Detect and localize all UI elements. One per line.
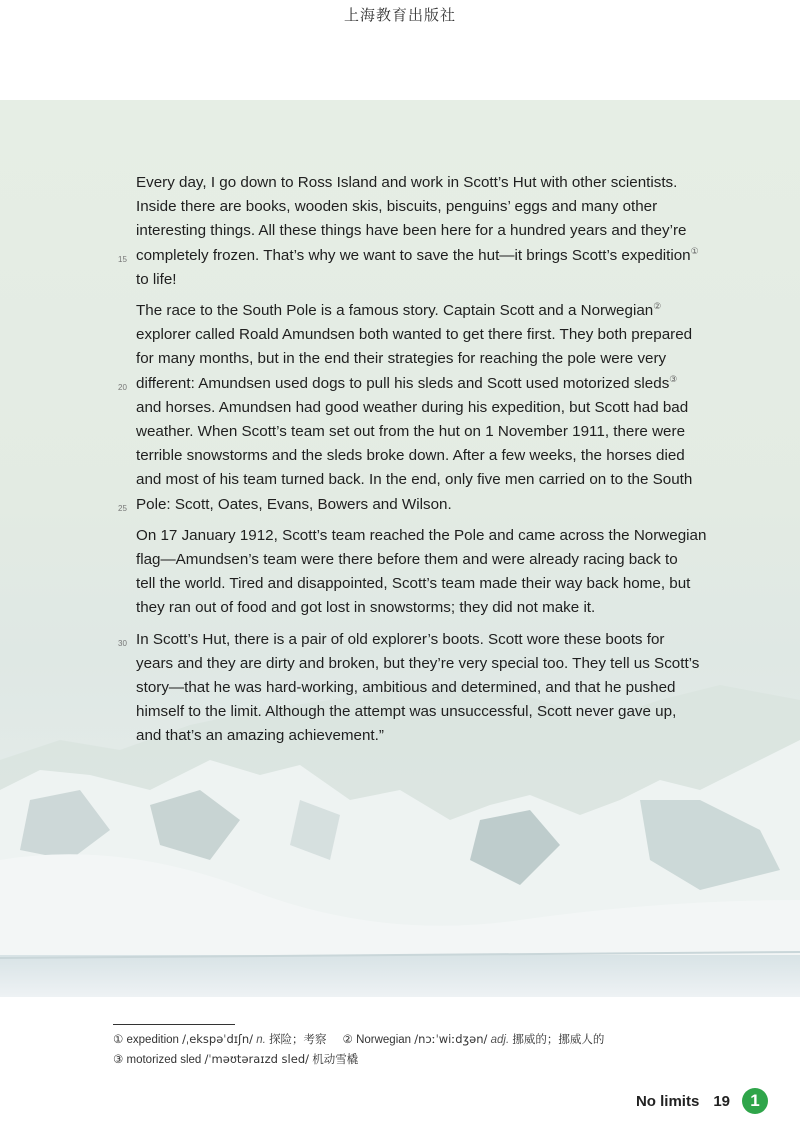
footnote-1-meaning: 探险；考察 [269,1032,327,1046]
footnote-divider [113,1024,235,1025]
text-line [136,219,708,243]
line-text: and most of his team turned back. In the end, only five men carried on to the South [136,471,693,489]
line-number: 15 [118,254,127,264]
line-text: tell the world. Tired and disappointed, Scott’s team made their way back home, but [136,575,691,593]
text-line [136,323,708,347]
line-text: Every day, I go down to Ross Island and work in Scott’s Hut with other scientists. [136,174,678,191]
footnote-3-meaning: 机动雪橇 [312,1052,359,1066]
text-line [136,676,708,700]
line-text: story—that he was hard-working, ambitious and determined, and that he pushed [136,679,676,697]
text-line [136,347,708,371]
text-line [136,268,708,292]
footnote-1-word: expedition [126,1034,179,1046]
line-text: to life! [136,270,177,288]
footnotes [113,1030,604,1070]
footnote-3-pron: /ˈməʊtəraɪzd sled/ [204,1052,309,1066]
line-number: 20 [118,382,127,392]
line-text: different: Amundsen used dogs to pull his sleds and Scott used motorized sleds [136,374,670,392]
text-line [136,299,708,323]
article-paragraph [118,171,708,292]
article-paragraph [118,299,708,517]
text-line [136,724,708,748]
text-line [136,700,708,724]
text-line [136,548,708,572]
line-text: In Scott’s Hut, there is a pair of old explorer’s boots. Scott wore these boots for [136,630,665,648]
text-line [136,420,708,444]
text-line [136,572,708,596]
line-text: completely frozen. That’s why we want to save the hut—it brings Scott’s expedition [136,246,691,264]
footnote-2-mark: ② [342,1034,353,1046]
unit-number-badge: 1 [742,1088,768,1114]
line-text: weather. When Scott’s team set out from the hut on 1 November 1911, there were [136,423,686,441]
line-text: The race to the South Pole is a famous story. Captain Scott and a Norwegian [136,302,654,320]
line-text: flag—Amundsen’s team were there before them and were already racing back to [136,551,678,569]
line-text: they ran out of food and got lost in snowstorms; they did not make it. [136,599,596,617]
text-line [118,628,708,652]
page-number: 19 [713,1092,730,1110]
text-line [136,171,708,195]
page-footer [636,1086,768,1116]
footnote-2-pron: /nɔːˈwiːdʒən/ [414,1032,488,1046]
line-text: himself to the limit. Although the attempt was unsuccessful, Scott never gave up, [136,703,677,721]
line-text: and that’s an amazing achievement.” [136,727,384,745]
footnote-2-meaning: 挪威的；挪威人的 [512,1032,605,1046]
article-paragraph [118,628,708,749]
footnote-1-pos: n. [256,1034,266,1046]
footnote-3-mark: ③ [113,1054,124,1066]
footnote-2-word: Norwegian [356,1034,412,1046]
line-text: interesting things. All these things have been here for a hundred years and they’re [136,222,687,240]
text-line [136,195,708,219]
publisher-header: 上海教育出版社 [343,6,456,24]
line-text: explorer called Roald Amundsen both wanted to get there first. They both prepared [136,326,693,344]
footnote-reference: ③ [669,373,678,384]
text-line [118,244,708,268]
text-line [136,468,708,492]
text-line [136,524,708,548]
unit-title: No limits [635,1092,700,1110]
line-text: terrible snowstorms and the sleds broke down. After a few weeks, the horses died [136,447,685,465]
footnote-reference: ① [690,245,699,256]
line-number: 30 [118,638,127,648]
text-line [118,372,708,396]
line-text: for many months, but in the end their strategies for reaching the pole were very [136,350,667,368]
footnote-2-pos: adj. [490,1034,510,1046]
text-line [136,444,708,468]
line-text: and horses. Amundsen had good weather during his expedition, but Scott had bad [136,398,689,416]
line-text: On 17 January 1912, Scott’s team reached the Pole and came across the Norwegian [136,526,707,544]
article-body [118,171,708,756]
text-line [136,596,708,620]
article-paragraph [136,524,708,621]
footnote-line-2 [113,1050,604,1070]
footnote-3-word: motorized sled [126,1054,202,1066]
text-line [118,493,708,517]
line-number: 25 [118,503,127,513]
line-text: Pole: Scott, Oates, Evans, Bowers and Wilson. [136,495,452,513]
text-line [136,396,708,420]
text-line [136,652,708,676]
footnote-1-mark: ① [113,1034,124,1046]
footnote-1-pron: /ˌekspəˈdɪʃn/ [182,1032,254,1046]
line-text: years and they are dirty and broken, but they’re very special too. They tell us Scott’s [136,654,700,672]
footnote-line-1 [113,1030,604,1050]
footnote-reference: ② [653,300,662,311]
line-text: Inside there are books, wooden skis, biscuits, penguins’ eggs and many other [136,198,658,216]
